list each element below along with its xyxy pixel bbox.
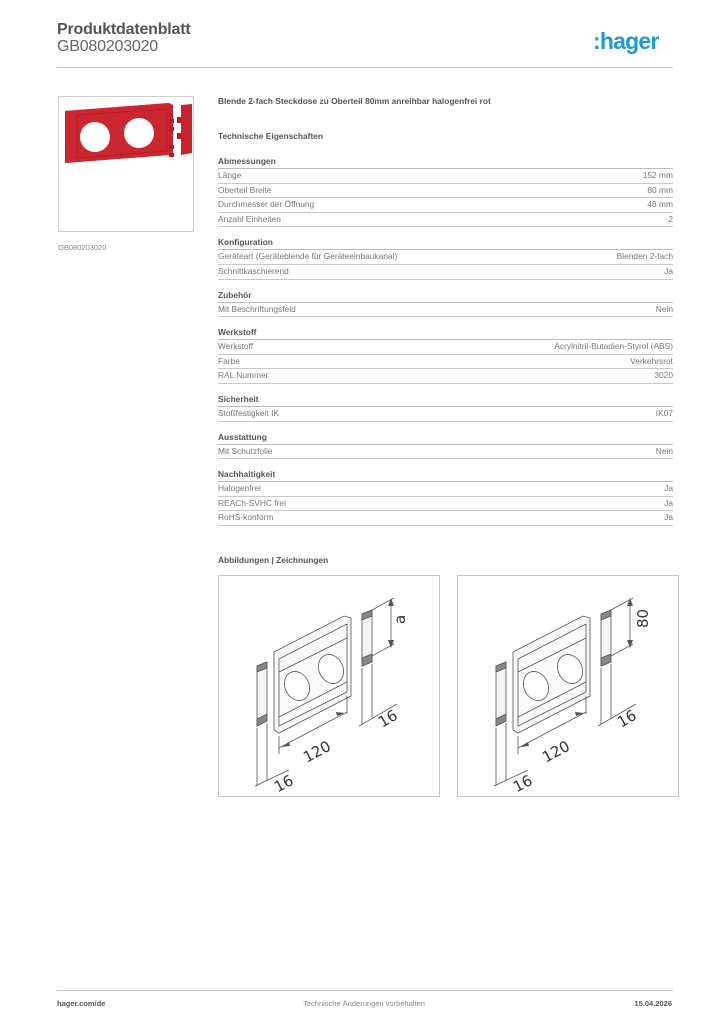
dimension-drawing-icon [219, 576, 439, 796]
spec-group-werkstoff [218, 326, 673, 384]
spec-group-title: Zubehör [218, 289, 673, 303]
spec-row [218, 482, 673, 497]
svg-text:16: 16 [375, 706, 401, 732]
spec-row [218, 169, 673, 184]
spec-label: Schnittkaschierend [218, 265, 289, 276]
spec-value: Nein [655, 445, 673, 456]
spec-value: Blenden 2-fach [616, 251, 673, 262]
spec-value: Verkehrsrot [630, 355, 673, 366]
spec-label: Werkstoff [218, 341, 254, 352]
svg-text:120: 120 [539, 737, 573, 767]
footer-divider [57, 990, 673, 991]
spec-row [218, 355, 673, 370]
spec-label: RAL Nummer [218, 370, 269, 381]
svg-text:a: a [391, 614, 409, 624]
product-image-caption: GB080203020 [58, 243, 107, 252]
spec-group-title: Nachhaltigkeit [218, 468, 673, 482]
spec-value: 152 mm [642, 170, 673, 180]
spec-group-title: Werkstoff [218, 326, 673, 340]
technical-drawing-1 [218, 575, 440, 797]
technical-properties-title: Technische Eigenschaften [218, 131, 324, 141]
spec-group-zubehoer [218, 289, 673, 318]
spec-value: Acrylnitril-Butadien-Styrol (ABS) [554, 341, 673, 352]
spec-row [218, 198, 673, 213]
product-description: Blende 2-fach Steckdose zu Oberteil 80mm anreihbar halogenfrei rot [218, 96, 491, 106]
spec-label: Mit Beschriftungsfeld [218, 303, 296, 314]
spec-row [218, 445, 673, 460]
spec-label: Halogenfrei [218, 483, 261, 494]
spec-value: 2 [668, 213, 673, 224]
spec-label: RoHS-konform [218, 512, 274, 523]
spec-value: Ja [664, 265, 673, 276]
spec-group-ausstattung [218, 431, 673, 460]
spec-row [218, 184, 673, 199]
spec-group-title: Ausstattung [218, 431, 673, 445]
svg-text:16: 16 [614, 706, 640, 732]
svg-text:16: 16 [510, 771, 536, 796]
spec-value: IK07 [655, 407, 673, 418]
spec-value: 3020 [654, 370, 673, 381]
spec-row [218, 369, 673, 384]
spec-label: Mit Schutzfolie [218, 445, 273, 456]
spec-value: Ja [664, 512, 673, 523]
footer-website-link[interactable]: hager.com/de [57, 999, 106, 1008]
spec-value: 48 mm [647, 199, 673, 210]
spec-row [218, 265, 673, 280]
spec-row [218, 511, 673, 526]
spec-row [218, 213, 673, 228]
technical-drawing-2 [457, 575, 679, 797]
spec-group-sicherheit [218, 393, 673, 422]
spec-row [218, 497, 673, 512]
svg-text:16: 16 [271, 771, 297, 796]
spec-label: Anzahl Einheiten [218, 213, 281, 224]
spec-row [218, 250, 673, 265]
footer-date: 15.04.2026 [634, 999, 672, 1008]
product-image [58, 96, 194, 232]
spec-group-title: Sicherheit [218, 393, 673, 407]
spec-row [218, 303, 673, 318]
hager-logo: :hager [593, 28, 659, 54]
spec-value: 80 mm [647, 184, 673, 195]
svg-text:80: 80 [634, 608, 652, 628]
svg-text:120: 120 [300, 737, 334, 767]
spec-row [218, 340, 673, 355]
spec-table [218, 155, 673, 535]
spec-label: Geräteart (Geräteblende für Geräteeinbaukanal) [218, 251, 398, 262]
spec-label: Farbe [218, 355, 240, 366]
spec-label: Stoßfestigkeit IK [218, 407, 279, 418]
header-divider [57, 67, 673, 68]
product-code: GB080203020 [57, 38, 159, 55]
spec-label: Durchmesser der Öffnung [218, 199, 315, 210]
spec-value: Nein [655, 303, 673, 314]
page-title: Produktdatenblatt [57, 21, 191, 38]
spec-group-konfiguration [218, 236, 673, 279]
spec-value: Ja [664, 497, 673, 508]
spec-label: Länge [218, 170, 242, 180]
footer-disclaimer: Technische Änderungen vorbehalten [303, 999, 425, 1008]
spec-label: Oberteil Breite [218, 184, 272, 195]
spec-group-title: Abmessungen [218, 155, 673, 169]
spec-value: Ja [664, 483, 673, 494]
spec-label: REACh-SVHC frei [218, 497, 286, 508]
spec-group-nachhaltigkeit [218, 468, 673, 526]
figures-title: Abbildungen | Zeichnungen [218, 555, 329, 565]
dimension-drawing-icon [458, 576, 678, 796]
product-photo-icon [59, 97, 193, 231]
spec-group-title: Konfiguration [218, 236, 673, 250]
spec-group-abmessungen [218, 155, 673, 227]
spec-row [218, 407, 673, 422]
